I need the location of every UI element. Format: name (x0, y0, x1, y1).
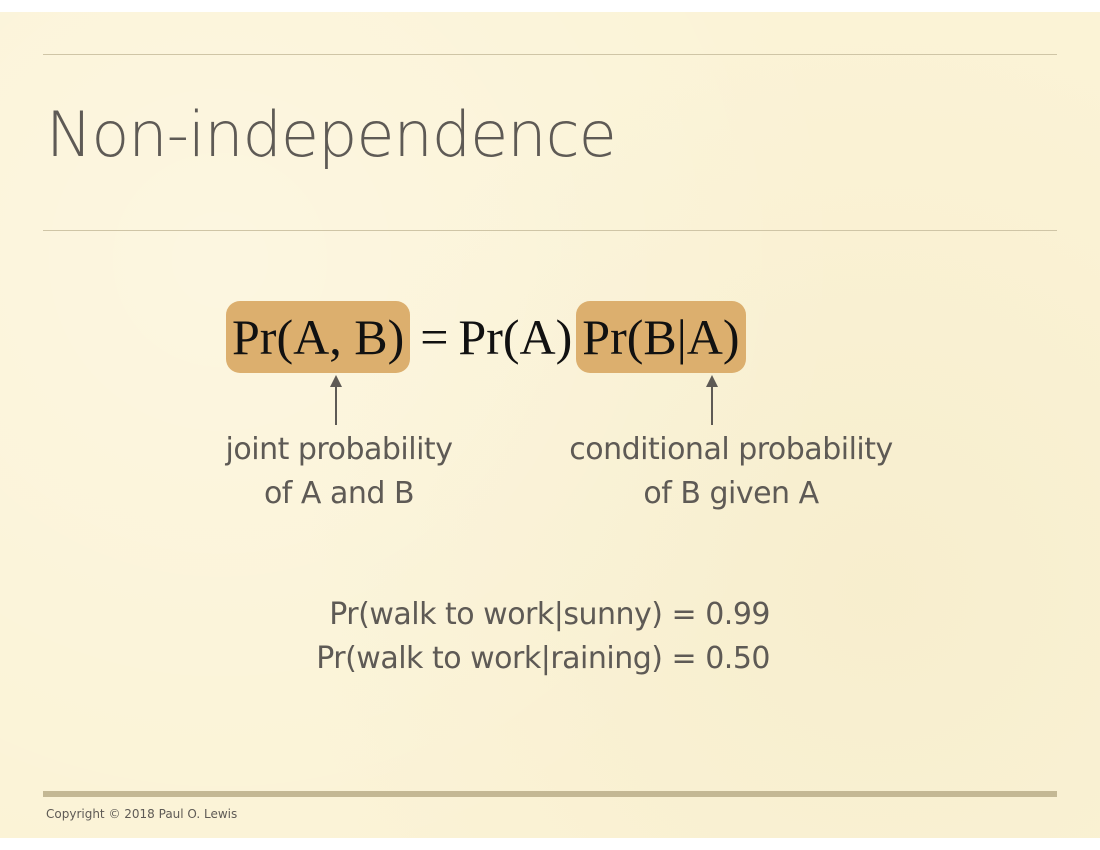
marginal-probability-term: Pr(A) (458, 309, 573, 365)
slide (0, 12, 1100, 838)
slide-title: Non-independence (46, 98, 616, 171)
caption-line: conditional probability (569, 432, 893, 467)
title-divider (43, 230, 1057, 231)
top-divider (43, 54, 1057, 55)
example-line: Pr(walk to work|raining) = 0.50 (316, 641, 770, 676)
joint-probability-term: Pr(A, B) (232, 309, 405, 365)
conditional-probability-highlight (576, 301, 745, 373)
probability-equation (226, 298, 746, 376)
example-probabilities (250, 593, 770, 681)
caption-line: of B given A (643, 476, 819, 511)
copyright-footer: Copyright © 2018 Paul O. Lewis (46, 807, 238, 821)
conditional-probability-term: Pr(B|A) (582, 309, 740, 365)
conditional-probability-caption (541, 428, 921, 516)
joint-arrow-icon (335, 385, 337, 425)
caption-line: joint probability (225, 432, 453, 467)
joint-probability-highlight (226, 301, 410, 373)
conditional-arrow-icon (711, 385, 713, 425)
example-line: Pr(walk to work|sunny) = 0.99 (329, 597, 770, 632)
joint-probability-caption (199, 428, 479, 516)
caption-line: of A and B (263, 476, 415, 511)
equals-sign: = (420, 309, 449, 365)
footer-divider (43, 791, 1057, 797)
